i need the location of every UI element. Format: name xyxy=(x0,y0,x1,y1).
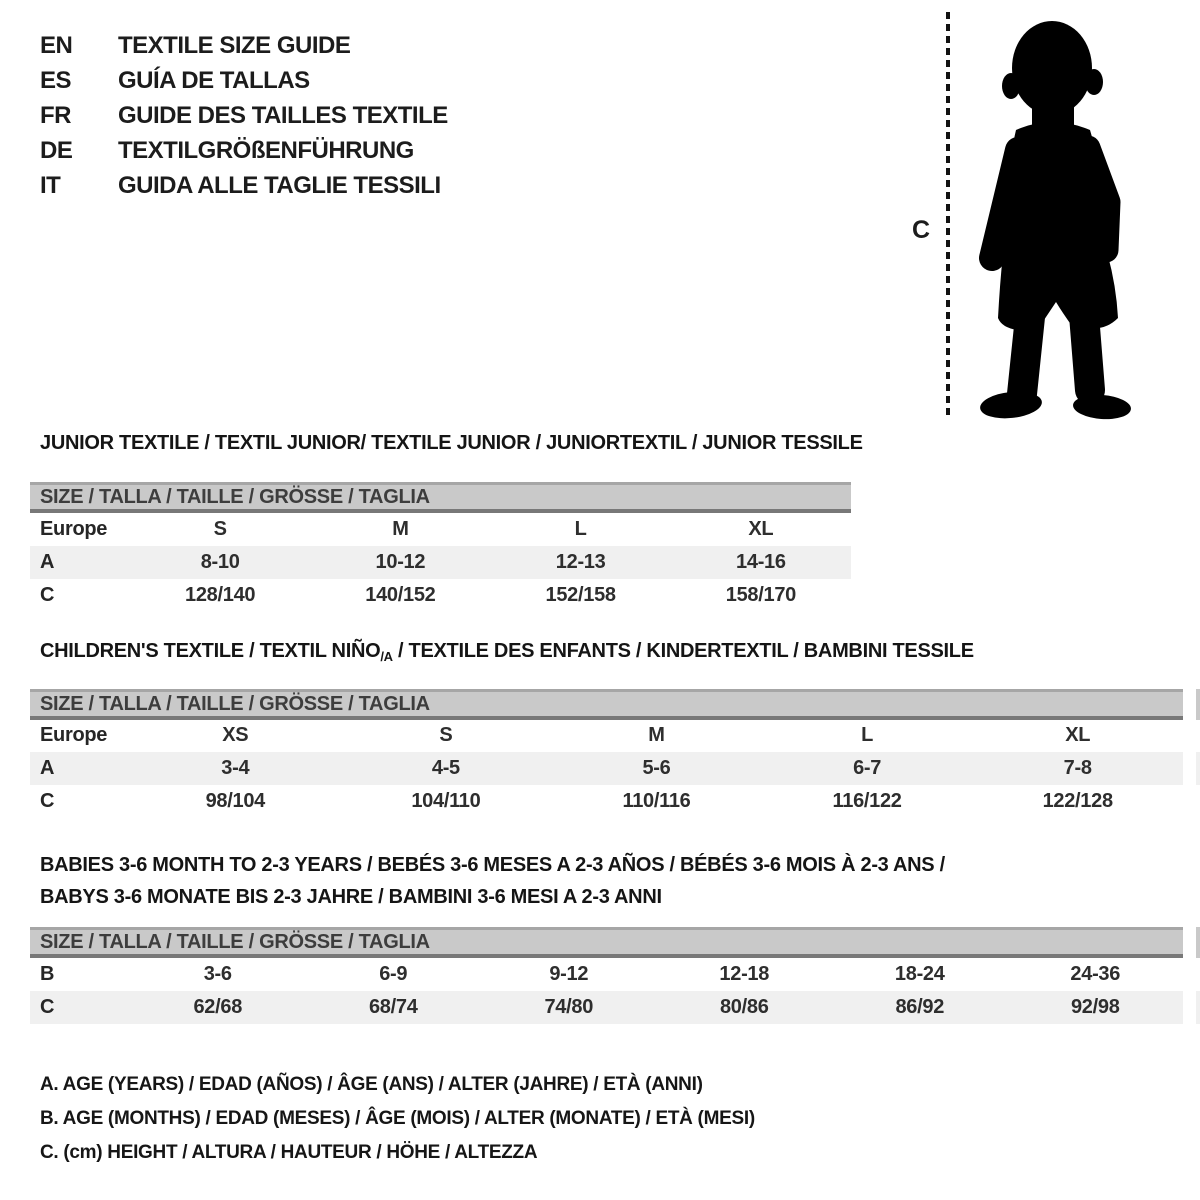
table-row xyxy=(30,579,851,612)
size-cell: 86/92 xyxy=(832,991,1008,1024)
size-cell: 80/86 xyxy=(657,991,833,1024)
size-cell: 5-6 xyxy=(551,752,762,785)
size-bar-label: SIZE / TALLA / TAILLE / GRÖSSE / TAGLIA xyxy=(40,693,430,715)
row-label: B xyxy=(40,963,55,985)
row-label: Europe xyxy=(40,518,108,540)
children-title-subscript: /A xyxy=(380,649,393,664)
footnote-a: A. AGE (YEARS) / EDAD (AÑOS) / ÂGE (ANS) / ALTER (JAHRE) / ETÀ (ANNI) xyxy=(40,1074,703,1095)
size-cell: 24-36 xyxy=(1070,963,1121,985)
table-row xyxy=(30,991,1183,1024)
footnote-b: B. AGE (MONTHS) / EDAD (MESES) / ÂGE (MOIS) / ALTER (MONATE) / ETÀ (MESI) xyxy=(40,1108,755,1129)
size-cell: 12-13 xyxy=(491,546,671,579)
size-cell: 98/104 xyxy=(205,790,265,812)
row-label: A xyxy=(30,546,130,579)
language-row-en xyxy=(40,28,448,63)
table-row xyxy=(30,958,1183,991)
size-cell: 92/98 xyxy=(1008,991,1184,1024)
size-cell: M xyxy=(392,518,409,540)
children-title-post: / TEXTILE DES ENFANTS / KINDERTEXTIL / BAMBINI TESSILE xyxy=(392,640,974,662)
size-cell: 140/152 xyxy=(365,584,436,606)
guide-title-fr: GUIDE DES TAILLES TEXTILE xyxy=(118,101,448,129)
size-cell: 122/128 xyxy=(1042,790,1113,812)
row-label: C xyxy=(40,584,55,606)
section-title-children xyxy=(40,640,974,664)
language-code: EN xyxy=(40,31,73,59)
guide-title-en: TEXTILE SIZE GUIDE xyxy=(118,31,351,59)
row-label: C xyxy=(30,991,130,1024)
table-row xyxy=(30,719,1183,752)
size-cell: 3-6 xyxy=(203,963,232,985)
size-cell: 18-24 xyxy=(894,963,945,985)
size-cell: 152/158 xyxy=(545,584,616,606)
table-row xyxy=(30,546,851,579)
language-row-es xyxy=(40,63,448,98)
row-label: C xyxy=(40,790,55,812)
babies-size-table xyxy=(30,958,1183,1024)
size-cell: 10-12 xyxy=(310,546,490,579)
cropped-content-sliver xyxy=(1196,991,1200,1024)
size-cell: 12-18 xyxy=(719,963,770,985)
size-cell: 128/140 xyxy=(185,584,256,606)
size-cell: 74/80 xyxy=(481,991,657,1024)
children-size-table xyxy=(30,719,1183,818)
footnote-c: C. (cm) HEIGHT / ALTURA / HAUTEUR / HÖHE / ALTEZZA xyxy=(40,1142,538,1163)
size-cell: 68/74 xyxy=(306,991,482,1024)
row-label: Europe xyxy=(40,724,108,746)
size-bar-label: SIZE / TALLA / TAILLE / GRÖSSE / TAGLIA xyxy=(40,931,430,953)
size-cell: 6-7 xyxy=(762,752,973,785)
language-row-fr xyxy=(40,98,448,133)
size-cell: L xyxy=(574,518,587,540)
toddler-silhouette-icon xyxy=(956,12,1146,420)
table-row xyxy=(30,513,851,546)
guide-title-es: GUÍA DE TALLAS xyxy=(118,66,310,94)
size-cell: 104/110 xyxy=(411,790,481,812)
size-cell: S xyxy=(213,518,227,540)
row-label: A xyxy=(30,752,130,785)
table-row xyxy=(30,785,1183,818)
babies-title-line2: BABYS 3-6 MONATE BIS 2-3 JAHRE / BAMBINI 3-6 MESI A 2-3 ANNI xyxy=(40,886,662,908)
junior-size-header-bar xyxy=(30,482,851,513)
size-cell: L xyxy=(861,724,874,746)
size-cell: 14-16 xyxy=(671,546,851,579)
language-code: IT xyxy=(40,171,61,199)
size-cell: M xyxy=(648,724,665,746)
language-title-list xyxy=(40,28,448,203)
size-cell: 62/68 xyxy=(130,991,306,1024)
size-cell: XL xyxy=(748,518,774,540)
cropped-content-sliver xyxy=(1196,752,1200,785)
size-cell: S xyxy=(439,724,453,746)
size-cell: 110/116 xyxy=(622,790,691,812)
cropped-content-sliver xyxy=(1196,689,1200,720)
size-cell: 8-10 xyxy=(130,546,310,579)
size-bar-label: SIZE / TALLA / TAILLE / GRÖSSE / TAGLIA xyxy=(40,486,430,508)
babies-title-line1: BABIES 3-6 MONTH TO 2-3 YEARS / BEBÉS 3-6 MESES A 2-3 AÑOS / BÉBÉS 3-6 MOIS À 2-3 ANS / xyxy=(40,854,945,876)
height-measure-dashed-line xyxy=(946,12,950,416)
height-measure-label: C xyxy=(912,216,931,244)
children-title-pre: CHILDREN'S TEXTILE / TEXTIL NIÑO xyxy=(40,640,381,662)
language-code: ES xyxy=(40,66,72,94)
size-cell: 9-12 xyxy=(549,963,589,985)
language-row-it xyxy=(40,168,448,203)
size-cell: 7-8 xyxy=(972,752,1183,785)
junior-size-table xyxy=(30,513,851,612)
language-row-de xyxy=(40,133,448,168)
guide-title-de: TEXTILGRÖßENFÜHRUNG xyxy=(118,136,414,164)
size-cell: 4-5 xyxy=(341,752,552,785)
language-code: DE xyxy=(40,136,73,164)
size-cell: XS xyxy=(222,724,249,746)
section-title-babies xyxy=(40,849,945,913)
size-cell: 116/122 xyxy=(832,790,902,812)
babies-size-header-bar xyxy=(30,927,1183,958)
size-cell: XL xyxy=(1065,724,1091,746)
language-code: FR xyxy=(40,101,71,129)
section-title-junior: JUNIOR TEXTILE / TEXTIL JUNIOR/ TEXTILE JUNIOR / JUNIORTEXTIL / JUNIOR TESSILE xyxy=(40,432,863,454)
size-cell: 3-4 xyxy=(130,752,341,785)
children-size-header-bar xyxy=(30,689,1183,720)
footnote-list xyxy=(40,1068,755,1170)
table-row xyxy=(30,752,1183,785)
size-cell: 158/170 xyxy=(725,584,796,606)
size-cell: 6-9 xyxy=(379,963,408,985)
cropped-content-sliver xyxy=(1196,927,1200,958)
guide-title-it: GUIDA ALLE TAGLIE TESSILI xyxy=(118,171,441,199)
